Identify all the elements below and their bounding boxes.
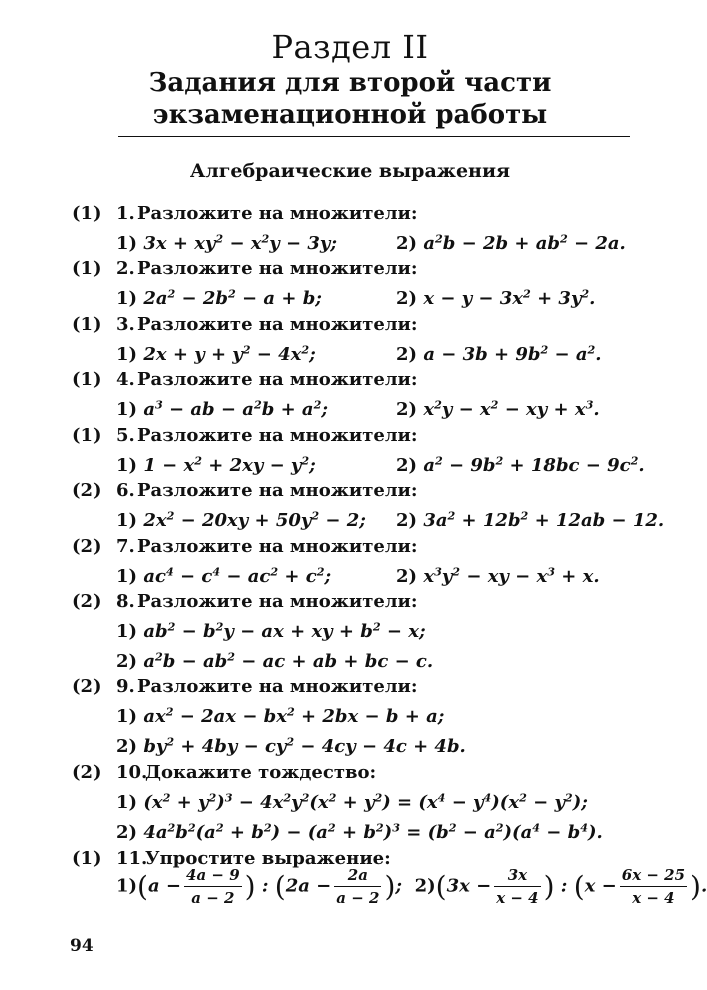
problem-task: Разложите на множители: — [137, 369, 418, 390]
expression: 2) $a - 3b + 9b^2 - a^2$. — [396, 343, 602, 365]
problem-task: Разложите на множители: — [137, 425, 418, 446]
expression: 2) $a^2 - 9b^2 + 18bc - 9c^2$. — [396, 454, 645, 476]
expression: 2) $4a^2b^2(a^2 + b^2) - (a^2 + b^2)^3 = (b^2 - a^2)(a^4 - b^4)$. — [116, 821, 603, 843]
problem-number: 7. — [116, 536, 135, 557]
expression: 1) $2x^2 - 20xy + 50y^2 - 2$; — [116, 509, 366, 531]
problem-number: 6. — [116, 480, 135, 501]
problem-level: (2) — [72, 536, 102, 557]
expression: 1) $2a^2 - 2b^2 - a + b$; — [116, 287, 322, 309]
problem-number: 2. — [116, 258, 135, 279]
problem-number: 8. — [116, 591, 135, 612]
expression: 2) $3a^2 + 12b^2 + 12ab - 12$. — [396, 509, 665, 531]
expression: 1)(a − $\frac{4a - 9}{a - 2}$ ) : (2a − $\frac{2a}{a - 2}$ ); 2)(3x − $\frac{3x}{x - 4}$ ) : (x − $\frac{6x - 25}{x - 4}$ ). — [116, 866, 707, 907]
expression: 2) $a^2b - ab^2$ − ac + ab + bc − c. — [116, 650, 434, 672]
topic-heading: Алгебраические выражения — [189, 160, 511, 182]
expression: 1) $ab^2 - b^2y$ − ax + xy + $b^2 - x$; — [116, 620, 426, 642]
expression: 1) $2x + y + y^2 - 4x^2$; — [116, 343, 316, 365]
expression: 2) $x - y - 3x^2 + 3y^2$. — [396, 287, 596, 309]
problem-task: Докажите тождество: — [145, 762, 377, 783]
problem-task: Разложите на множители: — [137, 314, 418, 335]
problem-number: 9. — [116, 676, 135, 697]
expression: 2) $by^2 + 4by - cy^2 - 4cy - 4c + 4b$. — [116, 735, 466, 757]
chapter-subtitle-line1: Задания для второй части — [148, 68, 552, 98]
problem-task: Разложите на множители: — [137, 480, 418, 501]
page-number: 94 — [70, 936, 94, 956]
problem-task: Разложите на множители: — [137, 203, 418, 224]
problem-level: (1) — [72, 369, 102, 390]
problem-task: Разложите на множители: — [137, 536, 418, 557]
problem-number: 11. — [116, 848, 148, 869]
problem-number: 4. — [116, 369, 135, 390]
problem-level: (2) — [72, 676, 102, 697]
expression: 2) $x^2y - x^2$ − xy + $x^3$. — [396, 398, 600, 420]
expression: 1) $3x + xy^2 - x^2y - 3y$; — [116, 232, 338, 254]
problem-level: (2) — [72, 591, 102, 612]
problem-task: Разложите на множители: — [137, 591, 418, 612]
problem-number: 5. — [116, 425, 135, 446]
chapter-subtitle-line2: экзаменационной работы — [152, 100, 548, 130]
problem-number: 10. — [116, 762, 148, 783]
problem-level: (1) — [72, 848, 102, 869]
problem-level: (1) — [72, 425, 102, 446]
expression: 1) $ac^4 - c^4 - ac^2 + c^2$; — [116, 565, 332, 587]
problem-task: Разложите на множители: — [137, 676, 418, 697]
problem-number: 1. — [116, 203, 135, 224]
expression: 1) $(x^2 + y^2)^3 - 4x^2y^2(x^2 + y^2) = (x^4 - y^4)(x^2 - y^2)$; — [116, 791, 588, 813]
problem-task: Упростите выражение: — [145, 848, 391, 869]
problem-level: (2) — [72, 480, 102, 501]
expression: 2) $a^2b - 2b + ab^2 - 2a$. — [396, 232, 626, 254]
expression: 2) $x^3y^2$ − xy − $x^3 + x$. — [396, 565, 600, 587]
expression: 1) $a^3$ − ab − $a^2b + a^2$; — [116, 398, 329, 420]
problem-level: (2) — [72, 762, 102, 783]
problem-level: (1) — [72, 258, 102, 279]
problem-number: 3. — [116, 314, 135, 335]
title-rule — [118, 136, 630, 137]
problem-task: Разложите на множители: — [137, 258, 418, 279]
problem-level: (1) — [72, 203, 102, 224]
section-title: Раздел II — [271, 28, 429, 66]
problem-level: (1) — [72, 314, 102, 335]
expression: 1) $ax^2 - 2ax - bx^2 + 2bx - b + a$; — [116, 705, 445, 727]
expression: 1) $1 - x^2 + 2xy - y^2$; — [116, 454, 316, 476]
